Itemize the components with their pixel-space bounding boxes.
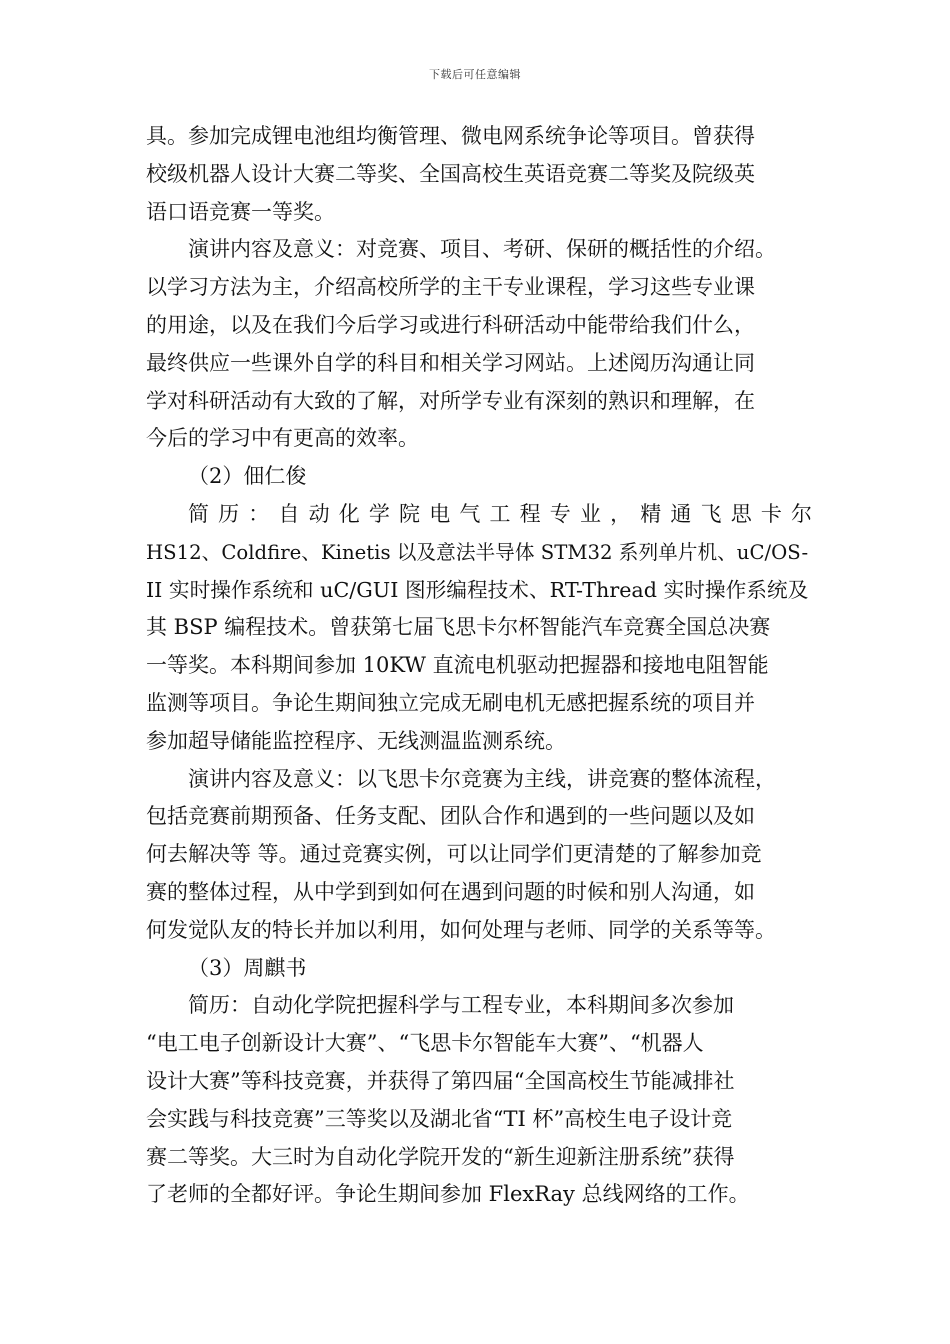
text-line: HS12、Coldfire、Kinetis 以及意法半导体 STM32 系列单片机、uC/OS- bbox=[146, 540, 809, 564]
text-line: 学对科研活动有大致的了解，对所学专业有深刻的熟识和理解，在 bbox=[146, 388, 755, 413]
text-line: “电工电子创新设计大赛”、“飞思卡尔智能车大赛”、“机器人 bbox=[146, 1031, 704, 1056]
text-line: 何发觉队友的特长并加以利用，如何处理与老师、同学的关系等等。 bbox=[146, 917, 776, 942]
section-heading: （2）佃仁俊 bbox=[188, 464, 307, 489]
text-line: 包括竞赛前期预备、任务支配、团队合作和遇到的一些问题以及如 bbox=[146, 804, 755, 829]
section-heading: （3）周麒书 bbox=[188, 955, 307, 980]
text-line: 其 BSP 编程技术。曾获第七届飞思卡尔杯智能汽车竞赛全国总决赛 bbox=[146, 615, 771, 640]
text-line: 演讲内容及意义：对竞赛、项目、考研、保研的概括性的介绍。 bbox=[188, 237, 776, 262]
document-body bbox=[146, 118, 812, 1214]
text-line: 了老师的全都好评。争论生期间参加 FlexRay 总线网络的工作。 bbox=[146, 1182, 750, 1207]
text-line: 赛二等奖。大三时为自动化学院开发的“新生迎新注册系统”获得 bbox=[146, 1144, 735, 1169]
text-line: 何去解决等 等。通过竞赛实例，可以让同学们更清楚的了解参加竞 bbox=[146, 842, 762, 867]
text-line: 赛的整体过程，从中学到到如何在遇到问题的时候和别人沟通，如 bbox=[146, 879, 755, 904]
text-line: 监测等项目。争论生期间独立完成无刷电机无感把握系统的项目并 bbox=[146, 690, 755, 715]
text-line: II 实时操作系统和 uC/GUI 图形编程技术、RT-Thread 实时操作系统及 bbox=[146, 577, 809, 602]
text-line: 演讲内容及意义：以飞思卡尔竞赛为主线，讲竞赛的整体流程， bbox=[188, 766, 776, 791]
text-line: 一等奖。本科期间参加 10KW 直流电机驱动把握器和接地电阻智能 bbox=[146, 653, 769, 678]
page-header: 下载后可任意编辑 bbox=[429, 68, 521, 81]
text-line: 简历：自动化学院把握科学与工程专业，本科期间多次参加 bbox=[188, 993, 734, 1018]
text-line: 最终供应一些课外自学的科目和相关学习网站。上述阅历沟通让同 bbox=[146, 350, 755, 375]
text-line: 简历：自动化学院电气工程专业，精通飞思卡尔 bbox=[188, 501, 812, 526]
text-line: 参加超导储能监控程序、无线测温监测系统。 bbox=[146, 728, 566, 753]
text-line: 的用途，以及在我们今后学习或进行科研活动中能带给我们什么， bbox=[146, 312, 755, 337]
text-line: 语口语竞赛一等奖。 bbox=[146, 199, 335, 224]
text-line: 今后的学习中有更高的效率。 bbox=[146, 426, 419, 451]
text-line: 校级机器人设计大赛二等奖、全国高校生英语竞赛二等奖及院级英 bbox=[146, 161, 755, 186]
text-line: 具。参加完成锂电池组均衡管理、微电网系统争论等项目。曾获得 bbox=[146, 124, 755, 148]
text-line: 会实践与科技竞赛”三等奖以及湖北省“TI 杯”高校生电子设计竞 bbox=[146, 1106, 733, 1131]
text-line: 设计大赛”等科技竞赛，并获得了第四届“全国高校生节能减排社 bbox=[146, 1068, 735, 1093]
text-line: 以学习方法为主，介绍高校所学的主干专业课程，学习这些专业课 bbox=[146, 275, 755, 300]
